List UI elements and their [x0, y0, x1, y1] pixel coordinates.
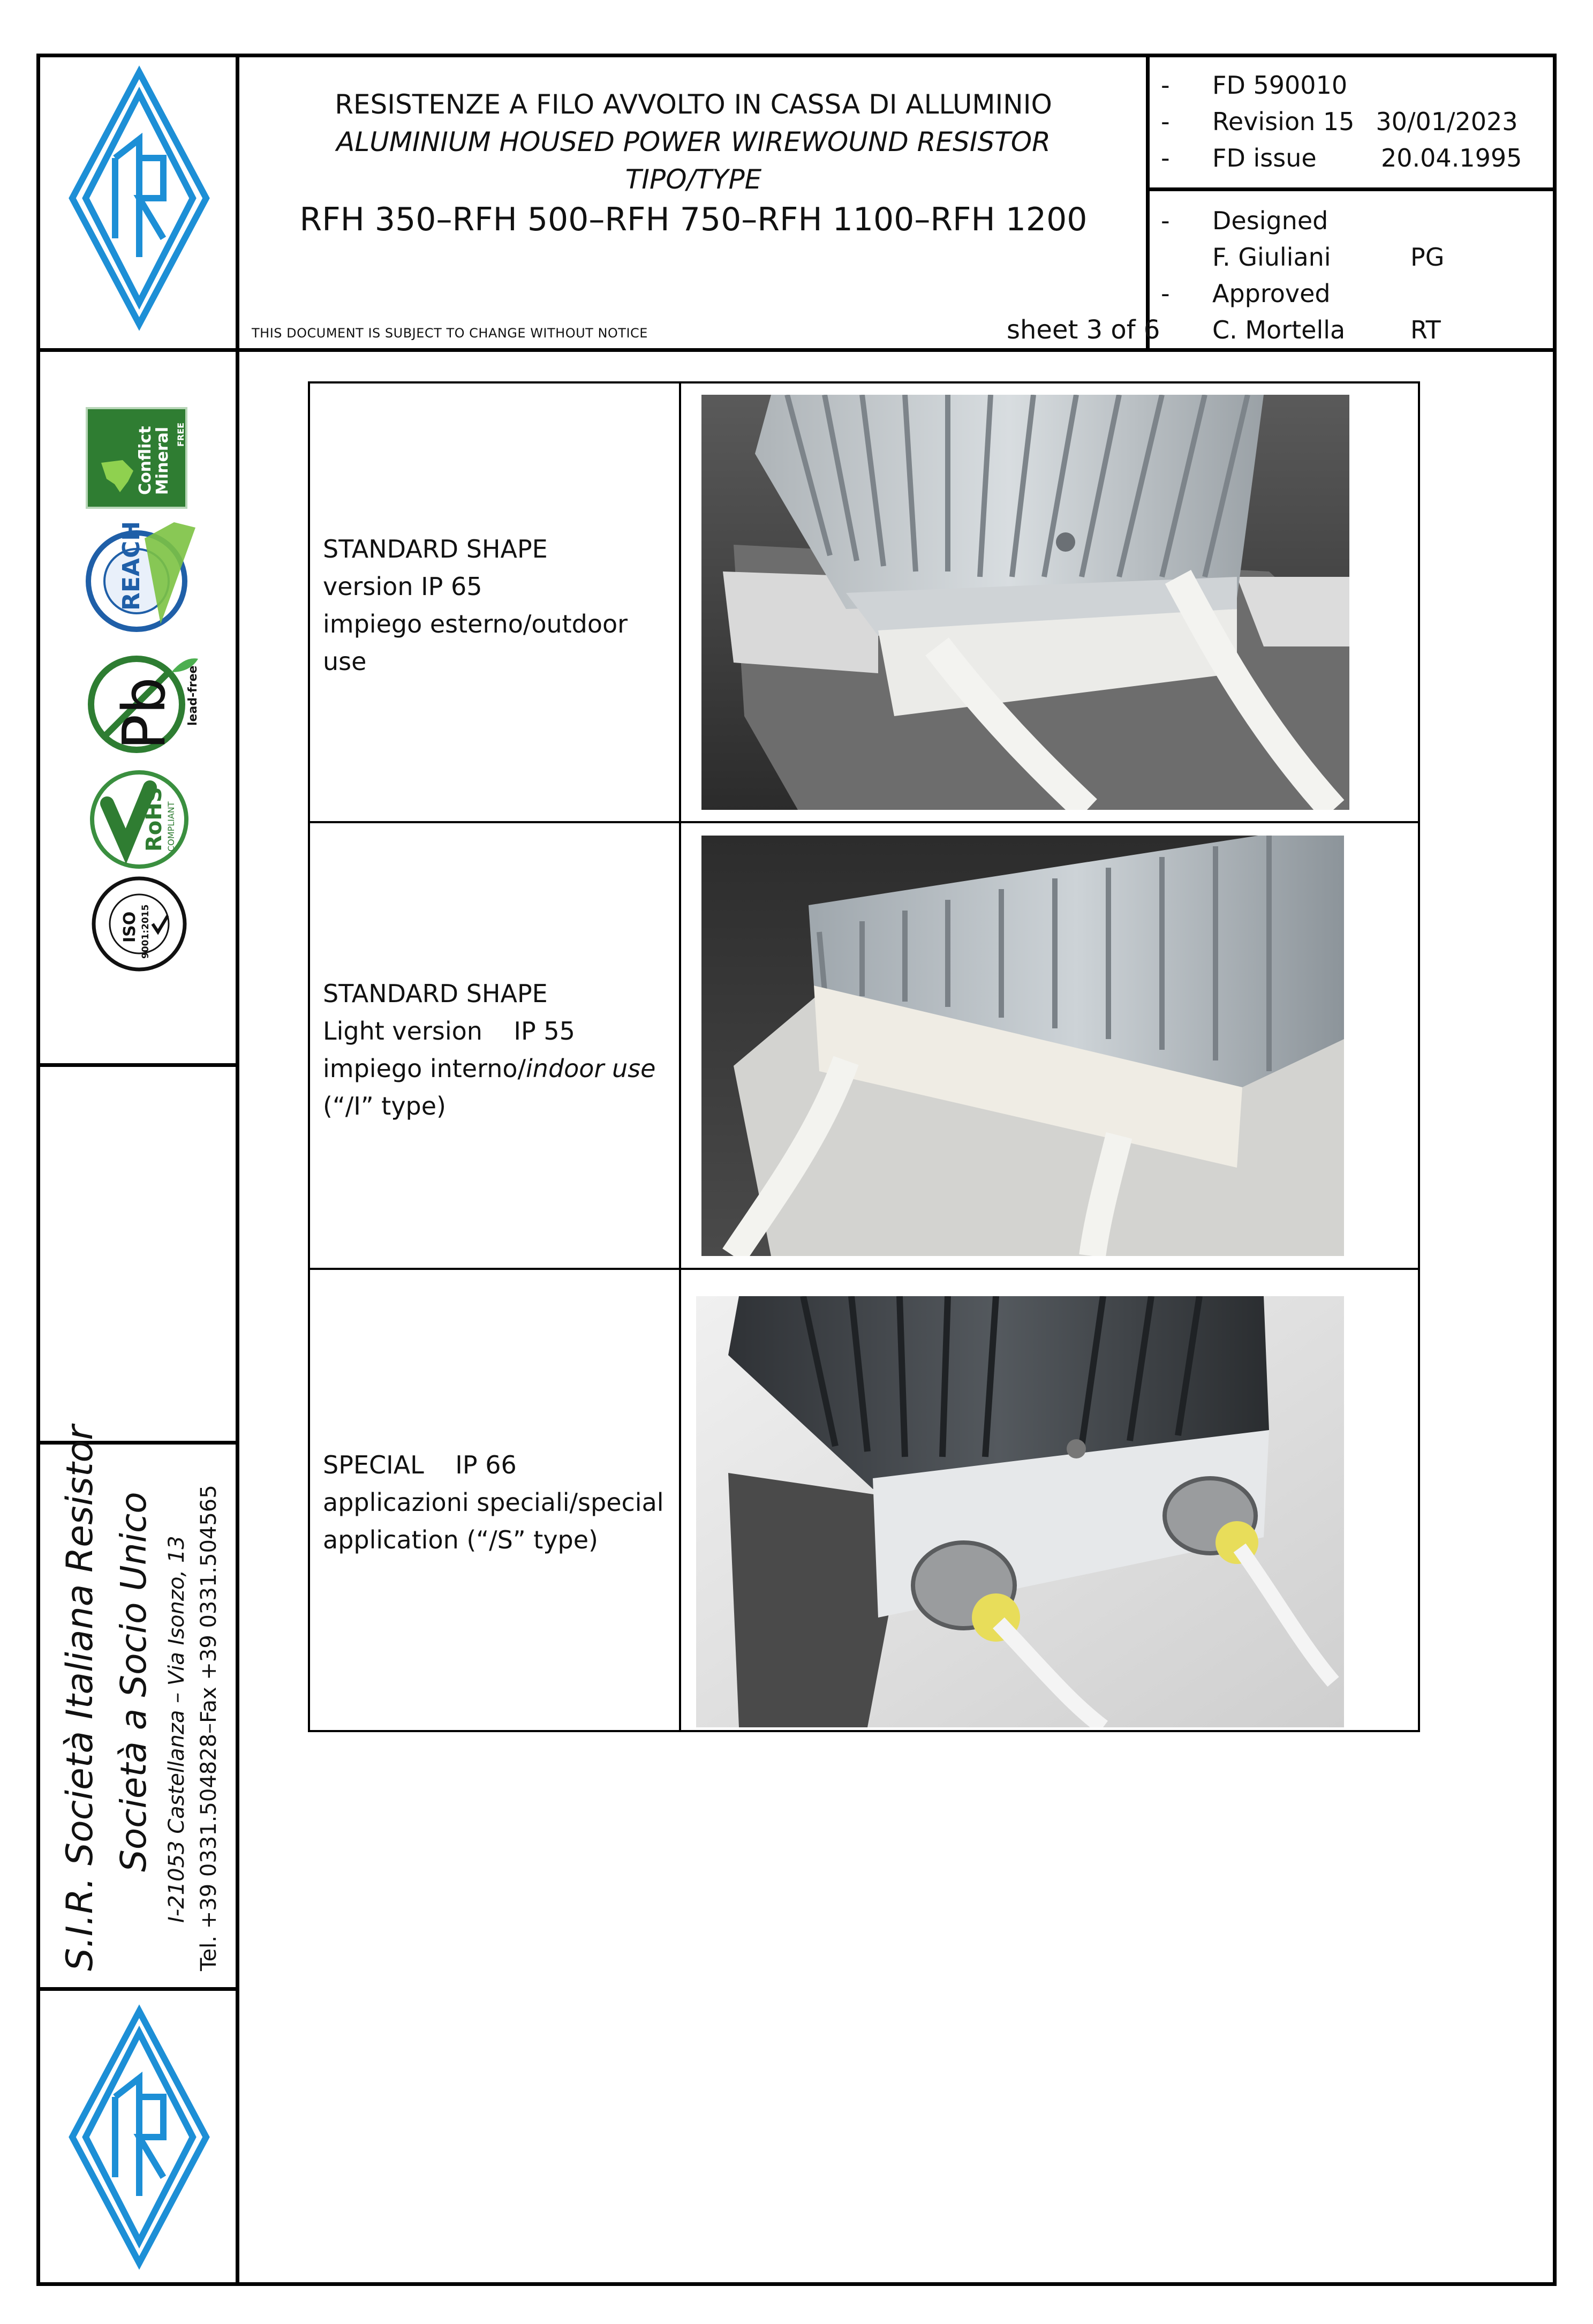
- approved-label: Approved: [1212, 279, 1331, 308]
- header-divider: [36, 348, 1557, 352]
- iso-standard: 9001:2015: [140, 904, 151, 959]
- left-column-divider: [236, 54, 239, 2286]
- rohs-badge: [86, 766, 193, 873]
- header-info-divider: [1146, 54, 1150, 351]
- version-3-use: applicazioni speciali/special: [323, 1488, 664, 1517]
- iso-badge: [88, 873, 190, 975]
- sheet-number: sheet 3 of 6: [1007, 315, 1160, 345]
- change-notice: THIS DOCUMENT IS SUBJECT TO CHANGE WITHOUT NOTICE: [252, 326, 648, 341]
- fd-issue-date: 20.04.1995: [1381, 144, 1522, 172]
- document-info: - FD 590010 - Revision 15 30/01/2023 - FD issue 20.04.1995: [1151, 67, 1553, 176]
- company-form: Società a Socio Unico: [113, 1492, 154, 1872]
- table-row-divider-1: [308, 821, 1420, 823]
- version-2-use: impiego interno/indoor use: [323, 1054, 656, 1083]
- fd-number: FD 590010: [1212, 71, 1348, 100]
- version-2-shape: STANDARD SHAPE: [323, 979, 548, 1008]
- version-3-shape: SPECIAL IP 66: [323, 1450, 517, 1479]
- fd-issue-label: FD issue: [1212, 144, 1317, 172]
- table-row: [323, 975, 676, 1125]
- approved-initials: RT: [1410, 315, 1441, 344]
- revision-date: 30/01/2023: [1376, 107, 1518, 136]
- type-label: TIPO/TYPE: [625, 164, 762, 195]
- table-row: [323, 530, 676, 680]
- version-2-type: (“/I” type): [323, 1092, 446, 1120]
- photo-ip65-resistor: [701, 395, 1349, 810]
- pb-symbol: Pb: [110, 676, 178, 750]
- approved-name: C. Mortella: [1212, 315, 1346, 344]
- company-name: S.I.R. Società Italiana Resistor: [59, 1425, 101, 1971]
- revision: Revision 15: [1212, 107, 1355, 136]
- photo-ip66-special-resistor: [696, 1296, 1344, 1727]
- title-english: ALUMINIUM HOUSED POWER WIREWOUND RESISTOR: [336, 126, 1051, 157]
- version-3-type: application (“/S” type): [323, 1525, 598, 1554]
- table-column-divider: [679, 381, 681, 1732]
- iso-label: ISO: [120, 911, 139, 943]
- approvals: - Designed F. Giuliani PG - Approved C. Mortella RT: [1151, 202, 1553, 348]
- table-row: [323, 1446, 676, 1559]
- designed-initials: PG: [1410, 243, 1445, 272]
- title-italian: RESISTENZE A FILO AVVOLTO IN CASSA DI ALLUMINIO: [335, 89, 1052, 120]
- version-1-protection: version IP 65: [323, 572, 482, 601]
- sir-logo-top: [64, 64, 214, 332]
- lead-free-label: lead-free: [186, 665, 200, 726]
- version-1-use: impiego esterno/outdoor use: [323, 610, 628, 676]
- conflict-free-badge: Conflict Mineral FREE: [86, 407, 187, 509]
- sir-logo-bottom: [64, 2003, 214, 2271]
- rohs-sub-label: COMPLIANT: [166, 801, 176, 852]
- model-list: RFH 350–RFH 500–RFH 750–RFH 1100–RFH 1200: [299, 201, 1088, 238]
- version-2-protection: Light version IP 55: [323, 1017, 575, 1046]
- table-row-divider-2: [308, 1268, 1420, 1270]
- designed-label: Designed: [1212, 206, 1328, 235]
- company-address: I-21053 Castellanza – Via Isonzo, 13: [164, 1536, 189, 1923]
- africa-map-icon: [96, 457, 139, 495]
- company-contacts: Tel. +39 0331.504828–Fax +39 0331.504565: [197, 1485, 221, 1971]
- photo-ip55-resistor: [701, 836, 1344, 1256]
- header-info-split: [1146, 187, 1557, 191]
- designed-name: F. Giuliani: [1212, 243, 1331, 272]
- left-column-split-1: [36, 1063, 239, 1067]
- left-column-split-3: [36, 1987, 239, 1991]
- reach-label: REACH: [118, 521, 145, 611]
- title-block: [241, 86, 1146, 241]
- rohs-label: RoHS: [142, 787, 167, 852]
- version-1-shape: STANDARD SHAPE: [323, 535, 548, 563]
